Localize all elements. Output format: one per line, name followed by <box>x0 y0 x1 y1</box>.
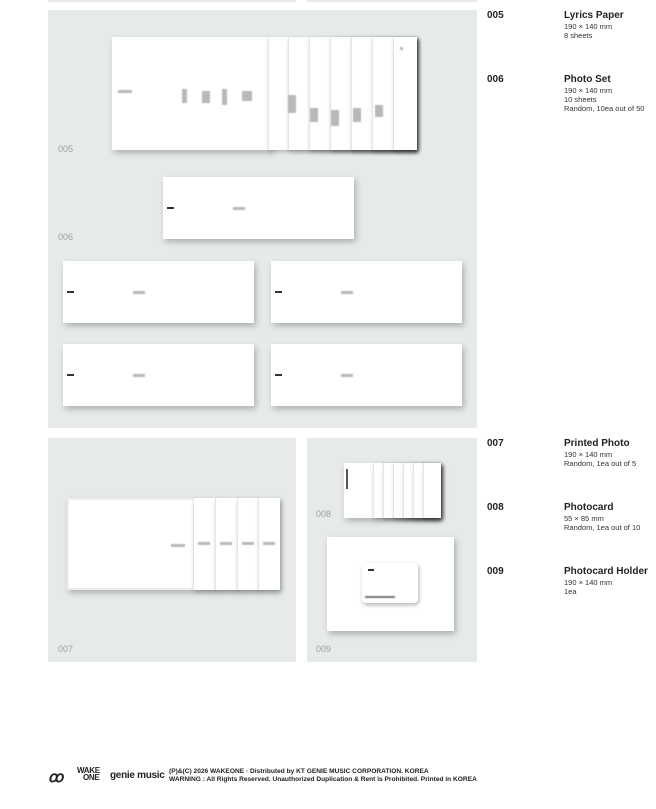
label-logo: ꝏ <box>48 769 64 786</box>
photocard-back <box>423 463 441 518</box>
lyrics-text-blur <box>375 105 383 117</box>
lyrics-text-blur <box>288 95 296 113</box>
photo-set-stack <box>63 261 254 323</box>
footer <box>48 766 508 786</box>
item-number: 009 <box>487 566 504 577</box>
panel-number-005: 005 <box>58 144 74 154</box>
photocard-holder-card <box>362 563 418 603</box>
item-spec: 190 × 140 mm <box>564 450 613 459</box>
lyrics-text-blur <box>310 108 318 122</box>
item-spec: 190 × 140 mm <box>564 22 613 31</box>
item-name: Photo Set <box>564 74 611 85</box>
item-009 <box>487 566 656 606</box>
item-spec: 10 sheets <box>564 95 597 104</box>
wakeone-logo <box>77 767 100 781</box>
wakeone-logo-top: WAKE <box>77 766 100 775</box>
item-name: Lyrics Paper <box>564 10 624 21</box>
wakeone-logo-bottom: ONE <box>83 773 100 782</box>
printed-photo-3 <box>215 498 238 590</box>
item-spec: Random, 1ea out of 5 <box>564 459 637 468</box>
top-strip-right <box>307 0 477 2</box>
lyrics-text-blur <box>331 110 339 126</box>
item-007 <box>487 438 656 478</box>
item-number: 007 <box>487 438 504 449</box>
warning-line: WARNING : All Rights Reserved. Unauthorized Duplication & Rent is Prohibited. Printed in KOREA <box>169 776 477 783</box>
panel-number-006: 006 <box>58 232 74 242</box>
panel-number-008: 008 <box>316 509 332 519</box>
item-name: Photocard <box>564 502 614 513</box>
photo-set-stack <box>63 344 254 406</box>
item-006 <box>487 74 656 118</box>
top-strip-left <box>48 0 296 2</box>
item-number: 005 <box>487 10 504 21</box>
panel-007 <box>48 438 296 662</box>
lyrics-sheet-8 <box>393 37 417 150</box>
legal-text <box>169 768 477 784</box>
photo-set-stack <box>271 261 462 323</box>
copyright-line: (P)&(C) 2026 WAKEONE · Distributed by KT GENIE MUSIC CORPORATION. KOREA <box>169 768 429 775</box>
item-number: 006 <box>487 74 504 85</box>
item-spec: 190 × 140 mm <box>564 86 613 95</box>
item-spec: 190 × 140 mm <box>564 578 613 587</box>
photo-set-stack <box>163 177 354 239</box>
genie-music-logo: genie music <box>110 770 165 781</box>
printed-photo-2 <box>193 498 216 590</box>
item-008 <box>487 502 656 542</box>
lyrics-text-blur <box>353 108 361 122</box>
panel-number-009: 009 <box>316 644 332 654</box>
item-spec: Random, 10ea out of 50 <box>564 104 645 113</box>
lyrics-sheet-main <box>112 37 272 150</box>
panel-number-007: 007 <box>58 644 74 654</box>
item-number: 008 <box>487 502 504 513</box>
item-spec: 8 sheets <box>564 31 593 40</box>
item-name: Photocard Holder <box>564 566 648 577</box>
item-name: Printed Photo <box>564 438 630 449</box>
item-spec: 55 × 85 mm <box>564 514 604 523</box>
photocard-holder <box>327 537 454 631</box>
printed-photo-4 <box>237 498 259 590</box>
panel-005-006 <box>48 10 477 428</box>
printed-photo-5 <box>258 498 280 590</box>
item-005 <box>487 10 656 50</box>
item-spec: 1ea <box>564 587 577 596</box>
photo-set-stack <box>271 344 462 406</box>
panel-008-009 <box>307 438 477 662</box>
item-spec: Random, 1ea out of 10 <box>564 523 641 532</box>
